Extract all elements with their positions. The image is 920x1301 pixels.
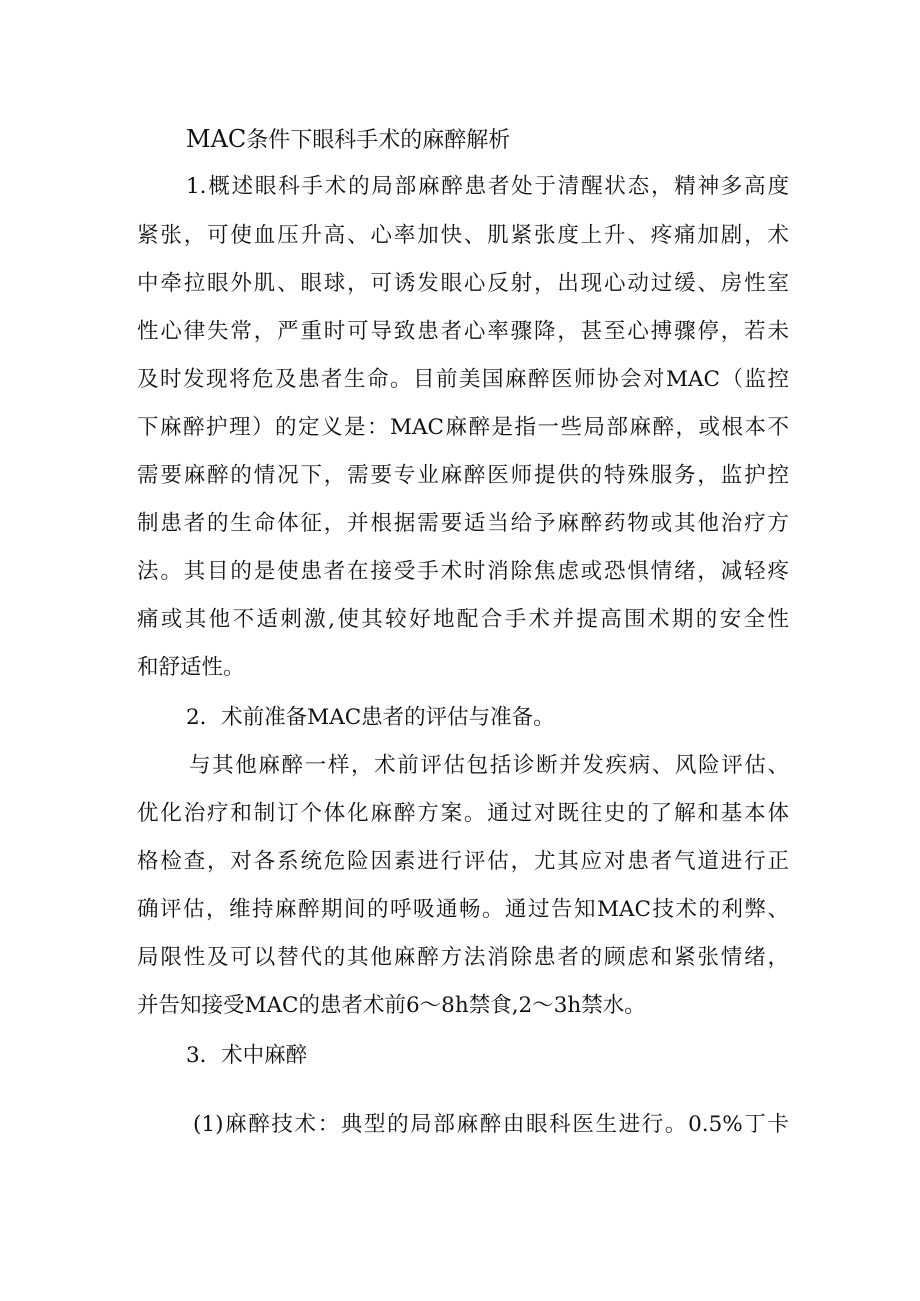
section1-line: 制患者的生命体征，并根据需要适当给予麻醉药物或其他治疗方	[137, 511, 789, 536]
section2-line: 格检查，对各系统危险因素进行评估，尤其应对患者气道进行正	[137, 849, 789, 874]
section2-line: 确评估，维持麻醉期间的呼吸通畅。通过告知MAC技术的利弊、	[137, 897, 789, 922]
section1-line: 法。其目的是使患者在接受手术时消除焦虑或恐惧情绪，减轻疼	[137, 559, 789, 584]
document-title	[186, 124, 510, 156]
section2-heading: 2．术前准备MAC患者的评估与准备。	[186, 705, 555, 730]
section1-line: 及时发现将危及患者生命。目前美国麻醉医师协会对MAC（监控	[137, 367, 789, 392]
section1-line: 需要麻醉的情况下，需要专业麻醉医师提供的特殊服务，监护控	[137, 463, 789, 488]
title-text: 条件下眼科手术的麻醉解析	[246, 128, 511, 153]
section3-heading: 3．术中麻醉	[186, 1043, 308, 1068]
section1-line: 痛或其他不适刺激,使其较好地配合手术并提高围术期的安全性	[137, 607, 789, 632]
section1-line: 紧张，可使血压升高、心率加快、肌紧张度上升、疼痛加剧，术	[137, 223, 789, 248]
section3-line: (1)麻醉技术：典型的局部麻醉由眼科医生进行。0.5%丁卡	[193, 1112, 789, 1137]
section1-line: 和舒适性。	[137, 655, 245, 680]
section1-line: 下麻醉护理）的定义是：MAC麻醉是指一些局部麻醉，或根本不	[137, 415, 789, 440]
section2-line: 优化治疗和制订个体化麻醉方案。通过对既往史的了解和基本体	[137, 801, 789, 826]
title-prefix: MAC	[186, 125, 247, 153]
section1-line: 中牵拉眼外肌、眼球，可诱发眼心反射，出现心动过缓、房性室	[137, 271, 789, 296]
section1-line: 1.概述眼科手术的局部麻醉患者处于清醒状态，精神多高度	[186, 174, 789, 199]
section2-line: 并告知接受MAC的患者术前6～8h禁食,2～3h禁水。	[137, 993, 646, 1018]
section1-line: 性心律失常，严重时可导致患者心率骤降，甚至心搏骤停，若未	[137, 319, 789, 344]
section2-line: 局限性及可以替代的其他麻醉方法消除患者的顾虑和紧张情绪，	[137, 945, 789, 970]
section2-line: 与其他麻醉一样，术前评估包括诊断并发疾病、风险评估、	[189, 753, 789, 778]
